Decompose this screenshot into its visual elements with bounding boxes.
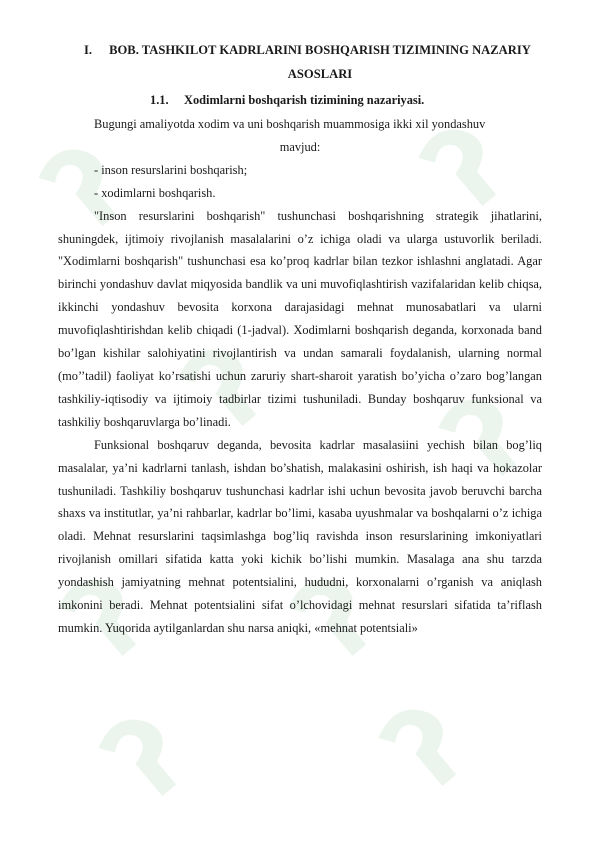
body-paragraph: "Inson resurslarini boshqarish" tushunchasi boshqarishning strategik jihatlarini, shuningdek, ijtimoiy rivojlanish masalalarini o’z ichiga oladi va ularga ustuvorlik beriladi. "Xodimlarni boshqarish" tushunchasi esa ko’proq kadrlar bilan tezkor ishlashni anglatadi. Agar birinchi yondashuv davlat miqyosida bandlik va uni muvofiqlashtirish vazifalaridan kelib chiqsa, ikkinchi yondashuv bevosita korxona darajasidagi mehnat munosabatlari va ularni muvofiqlashtirishdan kelib chiqadi (1-jadval). Xodimlarni boshqarish deganda, korxonada band bo’lgan kishilar salohiyatini rivojlantirish va undan samarali foydalanish, ularning normal (mo’’tadil) faoliyat ko’rsatishi uchun zaruriy shart-sharoit yaratish bo’yicha o’zaro bog’langan tashkiliy-iqtisodiy va ijtimoiy tadbirlar tizimi tushuniladi. Bunday boshqaruv funksional va tashkiliy boshqaruvlarga bo’linadi. xyxy=(58,208,542,429)
intro-paragraph-end: mavjud: xyxy=(279,139,321,154)
section-number: 1.1. xyxy=(150,93,169,107)
list-item: - xodimlarni boshqarish. xyxy=(94,185,216,200)
chapter-title: BOB. TASHKILOT KADRLARINI BOSHQARISH TIZIMINING NAZARIY ASOSLARI xyxy=(109,43,531,81)
watermark-logo xyxy=(335,665,504,834)
body-paragraph: Funksional boshqaruv deganda, bevosita kadrlar masalasiini yechish bilan bog’liq masalalar, ya’ni kadrlarni tanlash, ishdan bo’shatish, malakasini oshirish, ish haqi va hokazolar tushuniladi. Tashkiliy boshqaruv tushunchasi kadrlar ishi uchun bevosita javob beruvchi barcha shaxs va institutlar, ya’ni rahbarlar, kadrlar bo’limi, kasaba uyushmalar va boshqalarni o’z ichiga oladi. Mehnat resurslarini taqsimlashga bog’liq ravishda inson resurslarining imkoniyatlari rivojlanish omillari sifatida katta yoki kichik bo’lishi mumkin. Masalaga ana shu tarzda yondashish jamiyatning mehnat potentsialini, hududni, korxonalarni o’rganish va aniqlash imkonini beradi. Mehnat potentsialini sifat o’lchovidagi mehnat resurslari sifatida ta’riflash mumkin. Yuqorida aytilganlardan shu narsa aniqki, «mehnat potentsiali» xyxy=(58,437,542,635)
chapter-number: I. xyxy=(84,43,93,57)
intro-paragraph: Bugungi amaliyotda xodim va uni boshqarish muammosiga ikki xil yondashuv xyxy=(94,117,486,131)
section-heading xyxy=(150,89,542,111)
watermark-logo xyxy=(55,675,224,844)
list-item: - inson resurslarini boshqarish; xyxy=(94,162,248,177)
section-title: Xodimlarni boshqarish tizimining nazariyasi. xyxy=(184,93,425,107)
chapter-heading xyxy=(58,38,542,86)
document-page xyxy=(58,38,542,640)
